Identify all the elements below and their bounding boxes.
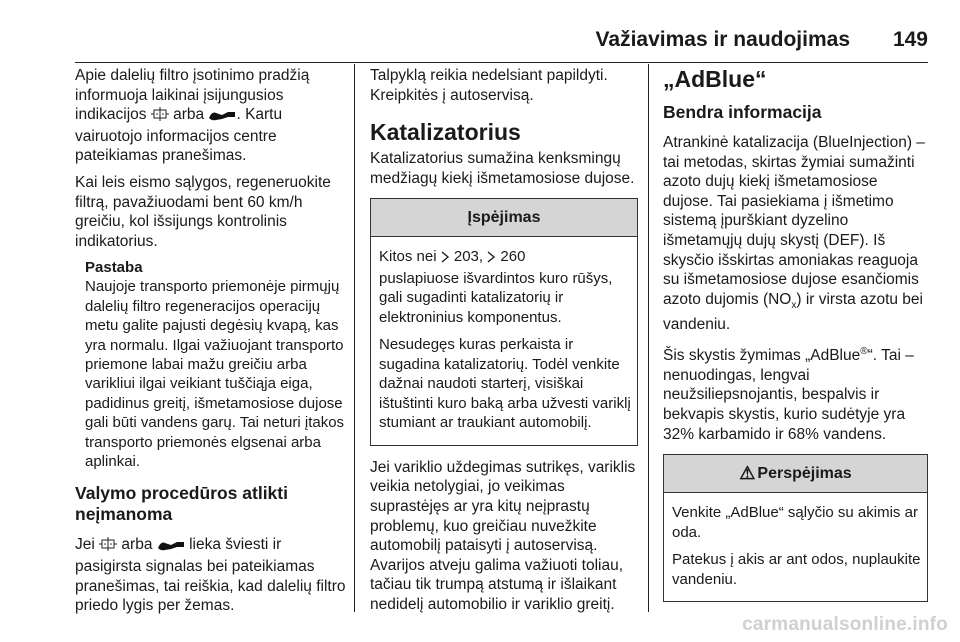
- section-heading: Valymo procedūros atlikti neįmanoma: [75, 483, 288, 525]
- paragraph: Jei arba lieka šviesti ir pasigirsta signalas bei pateikiamas pranešimas, tai reiškia, kad dalelių filtro priedo lygis per žemas.: [75, 536, 346, 615]
- glow-plug-icon: [208, 107, 236, 127]
- column-left: [75, 66, 347, 623]
- caution-box-title: ⚠ Perspėjimas: [664, 455, 927, 493]
- page-number: 149: [892, 28, 928, 51]
- caution-text: Venkite „AdBlue“ sąlyčio su akimis ar oda.: [672, 504, 918, 541]
- particle-filter-icon: [151, 107, 169, 127]
- particle-filter-icon: [99, 537, 117, 557]
- note-block: [75, 258, 347, 471]
- page-header: [75, 22, 928, 56]
- page-title: Važiavimas ir naudojimas: [595, 28, 850, 51]
- warning-text: Kitos nei 203, 260 puslapiuose išvardintos kuro rūšys, gali sugadinti katalizatorių ir elektroninius komponentus.: [379, 248, 613, 326]
- column-right: [663, 66, 928, 614]
- column-middle: [370, 66, 638, 622]
- caution-text: Patekus į akis ar ant odos, nuplaukite vandeniu.: [672, 551, 921, 588]
- glow-plug-icon: [157, 537, 185, 557]
- column-divider: [648, 64, 649, 612]
- caution-box: [663, 454, 928, 602]
- paragraph: Apie dalelių filtro įsotinimo pradžią informuoja laikinai įsijungusios indikacijos arba . Kartu vairuotojo informacijos centre pateikiamas pranešimas.: [75, 67, 310, 165]
- watermark: carmanualsonline.info: [742, 614, 948, 635]
- section-heading: Katalizatorius: [370, 119, 521, 146]
- paragraph: Jei variklio uždegimas sutrikęs, variklis veikia netolygiai, jo veikimas suprastėjęs ar yra kitų neįprastų problemų, kuo greičiau nuvežkite automobilį pataisyti į autoservisą. Avarijos atveju galima važiuoti toliau, tačiau tik trumpą atstumą ir išlaikant nedidelį automobilio ir variklio greitį.: [370, 458, 636, 614]
- warning-text: Nesudegęs kuras perkaista ir sugadina katalizatorių. Todėl venkite dažnai naudoti starterį, visiškai ištuštinti kuro baką arba užvesti variklį stumiant ar traukiant automobilį.: [379, 336, 631, 432]
- paragraph: Kai leis eismo sąlygos, regeneruokite filtrą, pavažiuodami bent 60 km/h greičiu, kol išsijungs kontrolinis indikatorius.: [75, 173, 331, 250]
- warning-triangle-icon: ⚠: [739, 463, 756, 484]
- warning-box: [370, 198, 638, 446]
- section-heading: „AdBlue“: [663, 66, 767, 92]
- paragraph: Šis skystis žymimas „AdBlue®“. Tai – nenuodingas, lengvai neužsiliepsnojantis, bespalvis ir bekvapis skystis, kurio sudėtyje yra 32% karbamido ir 68% vandens.: [663, 346, 914, 443]
- header-rule: [75, 62, 928, 63]
- page-reference-link[interactable]: 260: [500, 248, 526, 266]
- paragraph: Talpyklą reikia nedelsiant papildyti. Kreipkitės į autoservisą.: [370, 67, 608, 104]
- column-divider: [354, 64, 355, 612]
- warning-box-title: Įspėjimas: [371, 199, 637, 237]
- page-reference-link[interactable]: 203,: [453, 248, 488, 266]
- page-reference-icon: [441, 249, 450, 269]
- paragraph: Katalizatorius sumažina kenksmingų medžiagų kiekį išmetamosiose dujose.: [370, 150, 635, 187]
- page-reference-icon: [487, 249, 496, 269]
- subsection-heading: Bendra informacija: [663, 102, 822, 122]
- note-text: Naujoje transporto priemonėje pirmųjų dalelių filtro regeneracijos operacijų metu galite pajusti degėsių kvapą, kas yra normalu. Ilgai važiuojant transporto priemone labai mažu greičiu arba varikliui ilgai veikiant tuščiąja eiga, padidinus greitį, išmetamosiose dujose gali būti vandens garų. Tai neturi įtakos transporto priemonės elgsenai arba aplinkai.: [85, 278, 345, 470]
- note-title: Pastaba: [85, 259, 143, 277]
- paragraph: Atrankinė katalizacija (BlueInjection) – tai metodas, skirtas žymiai sumažinti azoto dujų kiekį išmetamosiose dujose. Tai pasiekiama į išmetimo sistemą įpurškiant dyzelino išmetamųjų dujų skystį (DEF). Iš skysčio išskirtas amoniakas reaguoja su išmetamosiose dujose esančiomis azoto dujomis $(NO_x)$ ir virsta azotu bei vandeniu.: [663, 134, 925, 334]
